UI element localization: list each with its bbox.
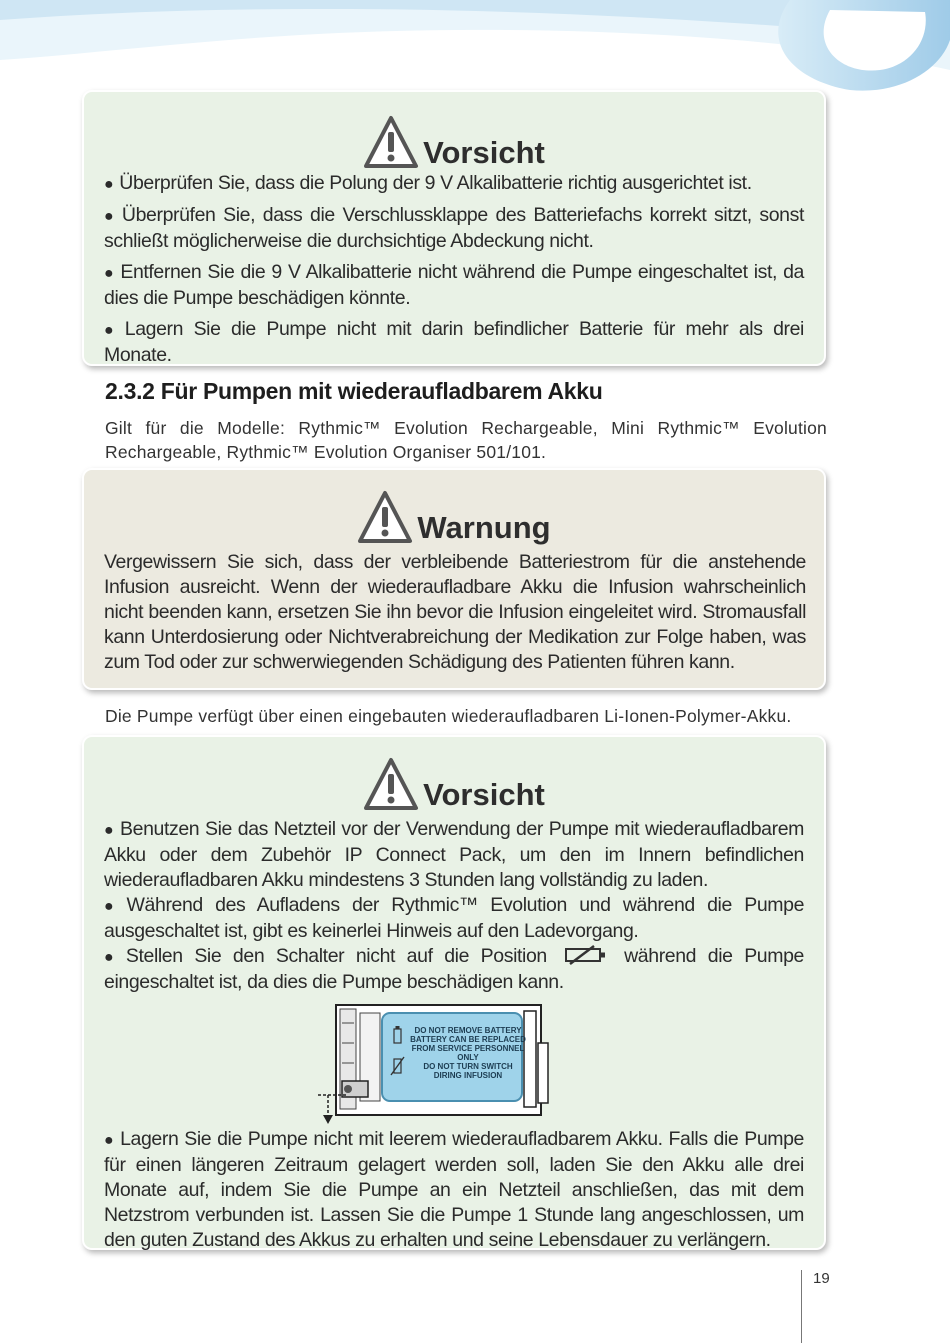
caution1-bullet-3: ● Entfernen Sie die 9 V Alkalibatterie nicht während die Pumpe eingeschaltet ist, da dies die Pumpe beschädigen könnte. <box>104 261 804 309</box>
battery-label-line-5: DO NOT TURN SWITCH <box>423 1062 513 1071</box>
warning-triangle-icon <box>363 115 419 171</box>
warning-triangle-icon <box>357 490 413 546</box>
battery-label-line-3: FROM SERVICE PERSONNEL <box>411 1044 525 1053</box>
caution1-bullet-4: ● Lagern Sie die Pumpe nicht mit darin befindlicher Batterie für mehr als drei Monate. <box>104 318 804 366</box>
warning-text: Vergewissern Sie sich, dass der verbleibende Batteriestrom für die anstehende Infusion ausreicht. Wenn der wiederaufladbare Akku die Infusion wahrscheinlich nicht beenden kann, ersetzen Sie ihn bevor die Infusion eingeleitet wird. Stromausfall kann Unterdosierung oder Nichtverabreichung der Medikation zur Folge haben, was zum Tod oder zur schwerwiegenden Schädigung des Patienten führen kann. <box>104 551 806 673</box>
caution1-bullet-2: ● Überprüfen Sie, dass die Verschlussklappe des Batteriefachs korrekt sitzt, sonst schließt möglicherweise die durchsichtige Abdeckung nicht. <box>104 204 804 252</box>
warning-box <box>82 468 826 690</box>
caution-box-2 <box>82 735 826 1250</box>
caution2-bullet-3: ● Stellen Sie den Schalter nicht auf die Position während die Pumpe eingeschaltet ist, da dies die Pumpe beschädigen kann. <box>104 945 804 993</box>
page-number-divider <box>801 1270 802 1343</box>
battery-note: Die Pumpe verfügt über einen eingebauten wiederaufladbaren Li-Ionen-Polymer-Akku. <box>105 706 792 726</box>
caution1-bullet-1: ● Überprüfen Sie, dass die Polung der 9 V Alkalibatterie richtig ausgerichtet ist. <box>104 172 752 194</box>
caution-box-1 <box>82 90 826 366</box>
warning-heading <box>84 484 824 546</box>
caution2-bullet-2: ● Während des Aufladens der Rythmic™ Evolution und während die Pumpe ausgeschaltet ist, gibt es keinerlei Hinweis auf den Ladevorgang. <box>104 894 805 942</box>
caution2-bullet-1: ● Benutzen Sie das Netzteil vor der Verwendung der Pumpe mit wiederaufladbarem Akku oder dem Zubehör IP Connect Pack, um den im Innern befindlichen wiederaufladbaren Akku mindestens 3 Stunden lang vollständig zu laden. <box>104 818 804 891</box>
caution-title-2: Vorsicht <box>423 777 545 812</box>
warning-title: Warnung <box>417 510 551 545</box>
battery-label-line-6: DIRING INFUSION <box>433 1071 503 1080</box>
page-number: 19 <box>813 1270 830 1287</box>
battery-compartment-illustration <box>316 1003 566 1127</box>
applicable-models-text: Gilt für die Modelle: Rythmic™ Evolution Rechargeable, Mini Rythmic™ Evolution Rechargeable, Rythmic™ Evolution Organiser 501/101. <box>105 418 827 462</box>
caution-heading-2 <box>84 751 824 813</box>
no-battery-switch-icon <box>562 945 608 965</box>
warning-triangle-icon <box>363 757 419 813</box>
battery-label-line-4: ONLY <box>457 1053 479 1062</box>
caution-heading-1 <box>84 107 824 171</box>
section-title: 2.3.2 Für Pumpen mit wiederaufladbarem Akku <box>105 378 603 404</box>
caution2-bullet-4: ● Lagern Sie die Pumpe nicht mit leerem wiederaufladbarem Akku. Falls die Pumpe für einen längeren Zeitraum gelagert werden soll, laden Sie den Akku alle drei Monate auf, indem Sie die Pumpe an ein Netzteil anschließen, das mit dem Netzstrom verbunden ist. Lassen Sie die Pumpe 1 Stunde lang angeschlossen, um den guten Zustand des Akkus zu erhalten und seine Lebensdauer zu verlängern. <box>104 1128 804 1251</box>
battery-label-line-2: BATTERY CAN BE REPLACED <box>410 1035 526 1044</box>
caution-title-1: Vorsicht <box>423 135 545 170</box>
battery-label-line-1: DO NOT REMOVE BATTERY <box>414 1026 522 1035</box>
